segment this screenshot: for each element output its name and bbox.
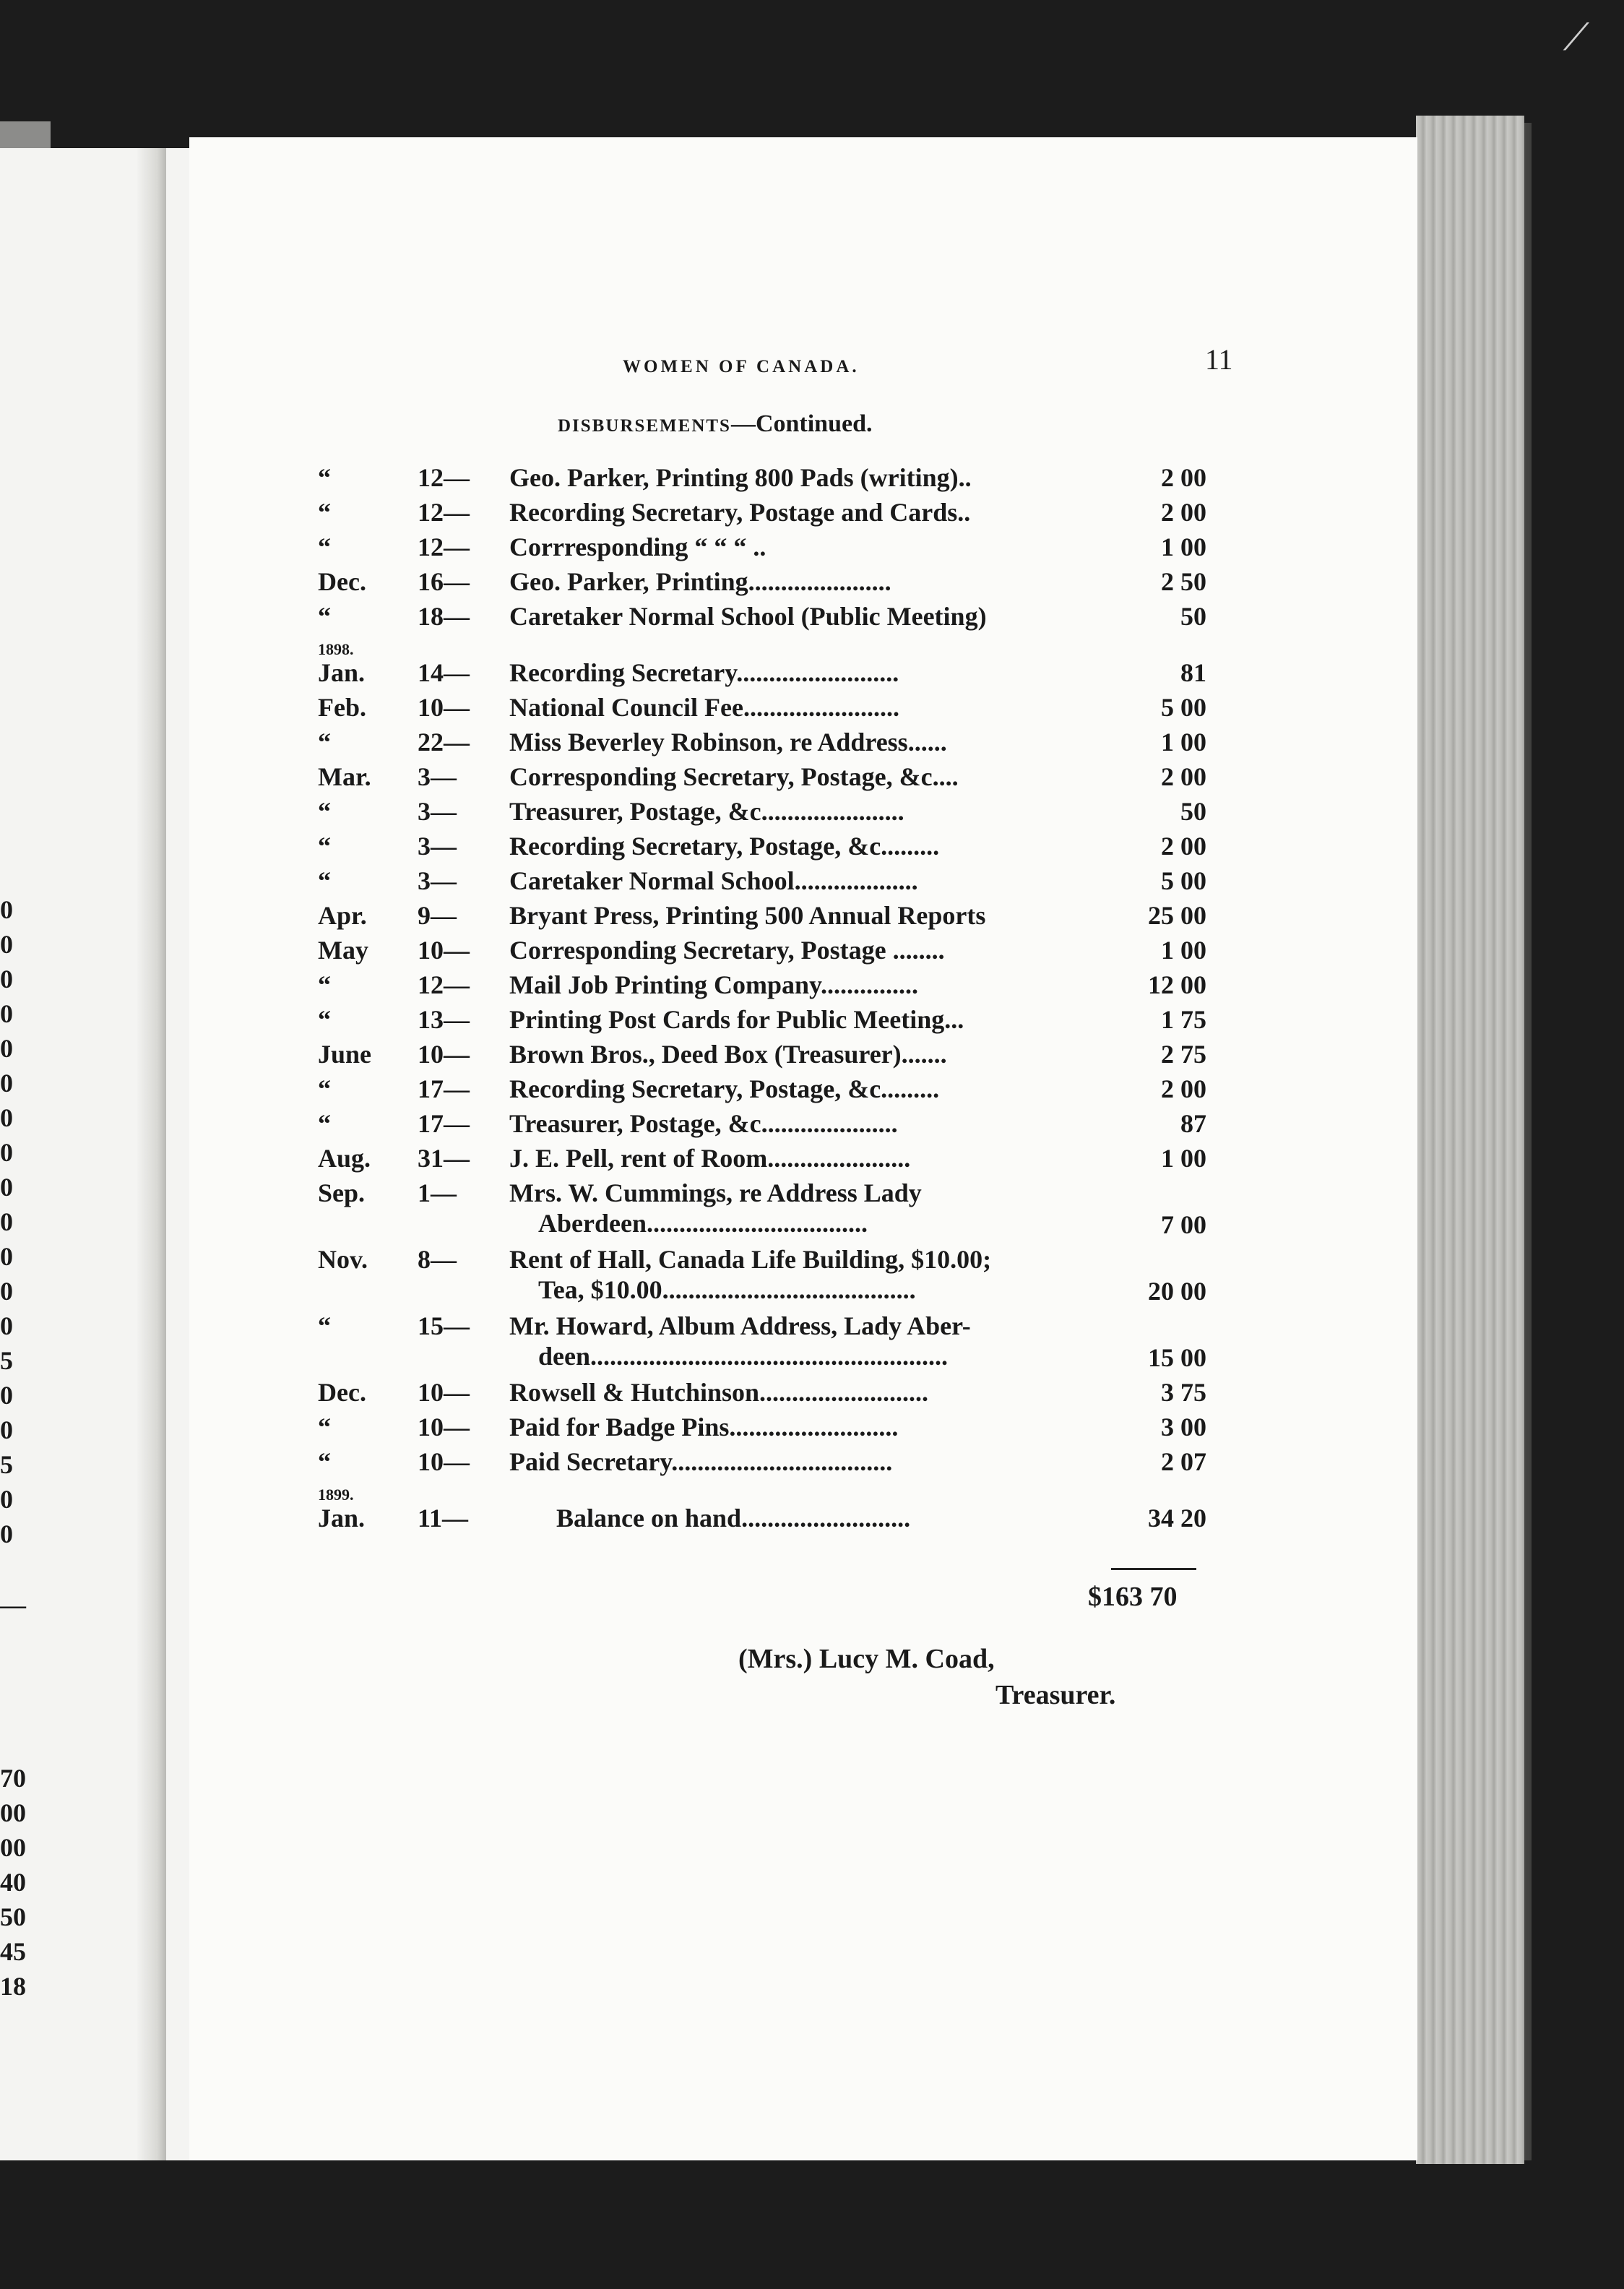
day-cell: 12—	[418, 498, 470, 527]
day-cell: 12—	[418, 533, 470, 561]
amount-cell: 2 00	[1161, 498, 1206, 527]
ledger-row	[318, 658, 1206, 692]
left-page-fragment: 70	[0, 1764, 26, 1793]
month-cell: Mar.	[318, 762, 371, 791]
ledger-row	[318, 1143, 1206, 1178]
total-rule	[1111, 1568, 1196, 1570]
ledger-year-row	[318, 636, 1206, 658]
description-line: Mr. Howard, Album Address, Lady Aber-	[509, 1311, 971, 1340]
day-cell: 10—	[418, 1413, 470, 1441]
day-cell: 10—	[418, 1447, 470, 1476]
amount-cell: 2 75	[1161, 1040, 1206, 1069]
description-cell	[509, 900, 1152, 931]
day-cell: 12—	[418, 463, 470, 492]
description-cell	[509, 658, 1152, 688]
left-page-fragment: 5	[0, 1346, 13, 1375]
left-page-fragment: 0	[0, 1103, 13, 1132]
description-line: Brown Bros., Deed Box (Treasurer).......	[509, 1040, 947, 1069]
month-cell: Dec.	[318, 1378, 366, 1407]
description-cell	[509, 831, 1152, 861]
day-cell: 10—	[418, 693, 470, 722]
description-cell	[509, 692, 1152, 723]
description-line: Balance on hand..........................	[556, 1504, 911, 1533]
amount-cell: 2 00	[1161, 463, 1206, 492]
description-line-continued: deen.......................................................	[538, 1342, 948, 1371]
month-cell: “	[318, 1109, 331, 1138]
description-cell	[509, 462, 1152, 493]
month-cell: “	[318, 1447, 331, 1476]
description-cell	[509, 1244, 1152, 1305]
month-cell: “	[318, 602, 331, 631]
ledger-row	[318, 1377, 1206, 1412]
description-line: Geo. Parker, Printing 800 Pads (writing)..	[509, 463, 972, 492]
amount-cell: 2 07	[1161, 1447, 1206, 1476]
amount-cell: 20 00	[1148, 1277, 1206, 1306]
amount-cell: 15 00	[1148, 1343, 1206, 1372]
amount-cell: 5 00	[1161, 866, 1206, 895]
description-line-continued: Tea, $10.00.......................................	[538, 1275, 916, 1304]
amount-cell: 2 50	[1161, 567, 1206, 596]
description-line: Mrs. W. Cummings, re Address Lady	[509, 1178, 922, 1207]
amount-cell: 25 00	[1148, 901, 1206, 930]
description-line: Recording Secretary.........................	[509, 658, 899, 687]
month-cell: “	[318, 832, 331, 861]
description-line: Recording Secretary, Postage, &c.........	[509, 832, 940, 861]
left-page-fragment: 0	[0, 1311, 13, 1340]
ledger-row	[318, 532, 1206, 566]
section-heading	[558, 410, 873, 438]
description-line: Treasurer, Postage, &c.....................	[509, 1109, 898, 1138]
description-cell	[509, 727, 1152, 757]
amount-cell: 87	[1180, 1109, 1206, 1138]
amount-cell: 50	[1180, 602, 1206, 631]
description-line: Bryant Press, Printing 500 Annual Reports	[509, 901, 986, 930]
year-label: 1899.	[318, 1486, 354, 1504]
left-page-fragment: 18	[0, 1972, 26, 2001]
ledger-row	[318, 462, 1206, 497]
month-cell: “	[318, 1074, 331, 1103]
ledger-row	[318, 866, 1206, 900]
day-cell: 12—	[418, 970, 470, 999]
left-page-fragment: 0	[0, 1034, 13, 1063]
disbursements-ledger	[318, 462, 1206, 1538]
month-cell: Apr.	[318, 901, 367, 930]
page-number: 11	[1205, 343, 1233, 376]
total-amount: $163 70	[1088, 1582, 1178, 1612]
book-gutter	[137, 148, 166, 2160]
day-cell: 10—	[418, 936, 470, 965]
description-line: Printing Post Cards for Public Meeting...	[509, 1005, 964, 1034]
description-cell	[509, 566, 1152, 597]
left-page-fragment: 0	[0, 965, 13, 993]
day-cell: 18—	[418, 602, 470, 631]
ledger-row	[318, 1178, 1206, 1244]
ledger-row	[318, 1503, 1206, 1538]
description-line: Geo. Parker, Printing......................	[509, 567, 891, 596]
day-cell: 10—	[418, 1378, 470, 1407]
amount-cell: 34 20	[1148, 1504, 1206, 1533]
left-page-fragment: 0	[0, 999, 13, 1028]
page-edges	[1416, 116, 1524, 2164]
description-line: Caretaker Normal School (Public Meeting)	[509, 602, 987, 631]
section-heading-rest: —Continued.	[730, 410, 873, 437]
description-cell	[509, 497, 1152, 527]
month-cell: “	[318, 1005, 331, 1034]
ledger-row	[318, 1039, 1206, 1074]
ledger-row	[318, 831, 1206, 866]
year-label: 1898.	[318, 640, 354, 658]
month-cell: Sep.	[318, 1178, 366, 1207]
amount-cell: 1 00	[1161, 1144, 1206, 1173]
month-cell: Jan.	[318, 1504, 366, 1533]
left-page-fragment: 00	[0, 1833, 26, 1862]
left-page-fragment: 0	[0, 1138, 13, 1167]
left-page-fragment: —	[0, 1590, 26, 1619]
day-cell: 14—	[418, 658, 470, 687]
description-cell	[509, 601, 1152, 631]
ledger-row	[318, 692, 1206, 727]
description-cell	[509, 1178, 1152, 1238]
left-page-fragment: 00	[0, 1798, 26, 1827]
left-page-fragment: 0	[0, 895, 13, 924]
signature-title: Treasurer.	[995, 1680, 1116, 1710]
day-cell: 8—	[418, 1245, 457, 1274]
description-cell	[509, 1004, 1152, 1035]
description-cell	[509, 1412, 1152, 1442]
amount-cell: 2 00	[1161, 832, 1206, 861]
description-cell	[509, 762, 1152, 792]
signature-name: (Mrs.) Lucy M. Coad,	[738, 1644, 995, 1674]
ledger-row	[318, 970, 1206, 1004]
left-page-fragment: 0	[0, 1519, 13, 1548]
month-cell: “	[318, 1311, 331, 1340]
month-cell: “	[318, 797, 331, 826]
day-cell: 16—	[418, 567, 470, 596]
month-cell: “	[318, 533, 331, 561]
month-cell: “	[318, 970, 331, 999]
ledger-row	[318, 566, 1206, 601]
amount-cell: 2 00	[1161, 762, 1206, 791]
left-page-fragment: 0	[0, 1381, 13, 1410]
description-line: Mail Job Printing Company...............	[509, 970, 919, 999]
description-cell	[556, 1503, 1199, 1533]
description-line-continued: Aberdeen..................................	[538, 1209, 868, 1238]
description-cell	[509, 1311, 1152, 1371]
amount-cell: 81	[1180, 658, 1206, 687]
description-line: J. E. Pell, rent of Room......................	[509, 1144, 911, 1173]
day-cell: 10—	[418, 1040, 470, 1069]
month-cell: Jan.	[318, 658, 366, 687]
day-cell: 11—	[418, 1504, 469, 1533]
ledger-row	[318, 762, 1206, 796]
left-page-fragment: 0	[0, 1415, 13, 1444]
ledger-row	[318, 796, 1206, 831]
description-cell	[509, 1447, 1152, 1477]
month-cell: “	[318, 498, 331, 527]
day-cell: 15—	[418, 1311, 470, 1340]
section-heading-smallcaps: DISBURSEMENTS	[558, 416, 731, 436]
description-line: Corresponding Secretary, Postage ........	[509, 936, 945, 965]
month-cell: June	[318, 1040, 372, 1069]
description-line: Rent of Hall, Canada Life Building, $10.00;	[509, 1245, 992, 1274]
ledger-row	[318, 497, 1206, 532]
month-cell: “	[318, 728, 331, 756]
description-line: Corrresponding “ “ “ ..	[509, 533, 766, 561]
amount-cell: 3 75	[1161, 1378, 1206, 1407]
description-cell	[509, 1108, 1152, 1139]
ledger-row	[318, 601, 1206, 636]
description-line: Paid for Badge Pins..........................	[509, 1413, 899, 1441]
left-page	[0, 148, 199, 2160]
amount-cell: 1 00	[1161, 936, 1206, 965]
description-line: Caretaker Normal School...................	[509, 866, 918, 895]
amount-cell: 5 00	[1161, 693, 1206, 722]
left-page-fragment: 40	[0, 1868, 26, 1897]
left-page-fragment: 0	[0, 930, 13, 959]
left-page-fragment: 0	[0, 1207, 13, 1236]
description-cell	[509, 532, 1152, 562]
ledger-row	[318, 935, 1206, 970]
description-cell	[509, 1039, 1152, 1069]
amount-cell: 3 00	[1161, 1413, 1206, 1441]
description-line: Recording Secretary, Postage and Cards..	[509, 498, 971, 527]
ledger-row	[318, 1004, 1206, 1039]
left-page-fragment: 45	[0, 1937, 26, 1966]
amount-cell: 1 00	[1161, 728, 1206, 756]
description-line: Recording Secretary, Postage, &c.........	[509, 1074, 940, 1103]
ledger-year-row	[318, 1481, 1206, 1503]
corner-mark: ⟋	[1563, 16, 1589, 59]
ledger-row	[318, 1108, 1206, 1143]
month-cell: Nov.	[318, 1245, 368, 1274]
day-cell: 17—	[418, 1074, 470, 1103]
month-cell: Aug.	[318, 1144, 371, 1173]
day-cell: 3—	[418, 762, 457, 791]
month-cell: “	[318, 866, 331, 895]
day-cell: 3—	[418, 832, 457, 861]
month-cell: “	[318, 1413, 331, 1441]
day-cell: 1—	[418, 1178, 457, 1207]
left-page-fragment: 0	[0, 1242, 13, 1271]
description-line: Corresponding Secretary, Postage, &c....	[509, 762, 959, 791]
ledger-row	[318, 1447, 1206, 1481]
ledger-row	[318, 1311, 1206, 1377]
left-page-fragment: 0	[0, 1173, 13, 1202]
day-cell: 17—	[418, 1109, 470, 1138]
amount-cell: 1 00	[1161, 533, 1206, 561]
amount-cell: 12 00	[1148, 970, 1206, 999]
ledger-row	[318, 1412, 1206, 1447]
left-page-fragment: 0	[0, 1277, 13, 1306]
ledger-row	[318, 900, 1206, 935]
left-page-fragment: 0	[0, 1069, 13, 1098]
description-line: Miss Beverley Robinson, re Address......	[509, 728, 947, 756]
day-cell: 3—	[418, 866, 457, 895]
left-page-fragment: 50	[0, 1902, 26, 1931]
day-cell: 13—	[418, 1005, 470, 1034]
day-cell: 9—	[418, 901, 457, 930]
ledger-row	[318, 1074, 1206, 1108]
ledger-row	[318, 727, 1206, 762]
description-cell	[509, 866, 1152, 896]
description-cell	[509, 1074, 1152, 1104]
month-cell: “	[318, 463, 331, 492]
description-cell	[509, 935, 1152, 965]
running-head: WOMEN OF CANADA.	[623, 357, 860, 376]
month-cell: Feb.	[318, 693, 366, 722]
amount-cell: 1 75	[1161, 1005, 1206, 1034]
day-cell: 31—	[418, 1144, 470, 1173]
left-page-fragment: 0	[0, 1485, 13, 1514]
amount-cell: 50	[1180, 797, 1206, 826]
description-cell	[509, 1377, 1152, 1408]
description-cell	[509, 1143, 1152, 1173]
month-cell: Dec.	[318, 567, 366, 596]
amount-cell: 7 00	[1161, 1210, 1206, 1239]
description-cell	[509, 970, 1152, 1000]
description-line: National Council Fee........................	[509, 693, 899, 722]
description-line: Paid Secretary..................................	[509, 1447, 893, 1476]
description-line: Treasurer, Postage, &c......................	[509, 797, 904, 826]
day-cell: 3—	[418, 797, 457, 826]
amount-cell: 2 00	[1161, 1074, 1206, 1103]
month-cell: May	[318, 936, 368, 965]
ledger-row	[318, 1244, 1206, 1311]
description-line: Rowsell & Hutchinson..........................	[509, 1378, 929, 1407]
day-cell: 22—	[418, 728, 470, 756]
left-page-fragment: 5	[0, 1450, 13, 1479]
description-cell	[509, 796, 1152, 827]
